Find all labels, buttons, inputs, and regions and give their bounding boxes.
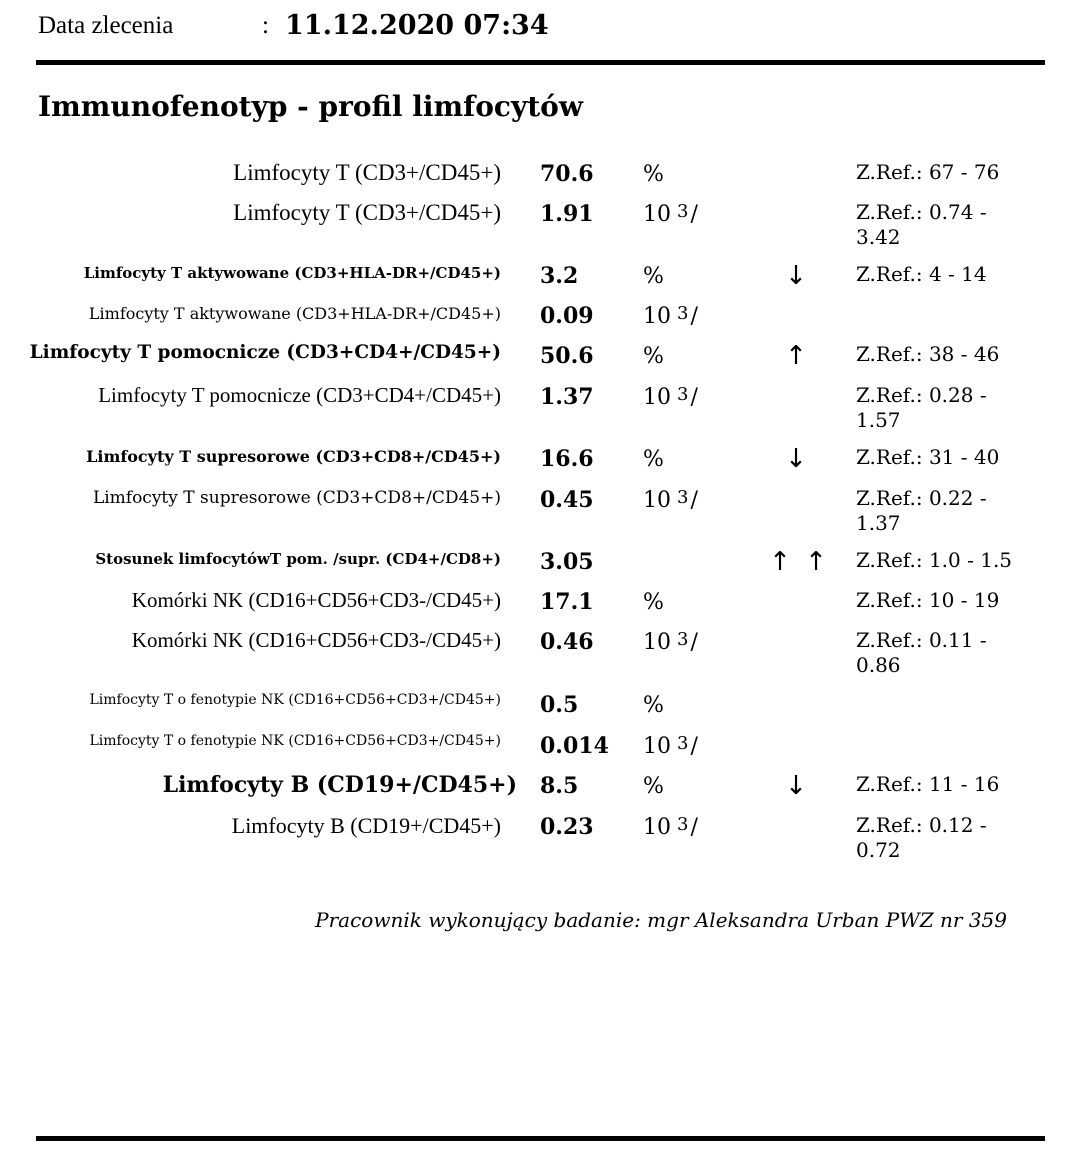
result-row <box>0 588 1080 628</box>
bottom-divider <box>36 1136 1045 1141</box>
unit-exponent: 3 <box>677 629 689 650</box>
reference-range: Z.Ref.: 31 - 40 <box>856 445 1000 469</box>
unit-suffix: / <box>690 488 698 513</box>
unit-exponent: 3 <box>677 303 689 324</box>
test-name: Limfocyty T (CD3+/CD45+) <box>233 200 501 225</box>
unit-exponent: 3 <box>677 384 689 405</box>
test-unit <box>643 304 698 329</box>
test-name: Limfocyty T o fenotypie NK (CD16+CD56+CD3+/CD45+) <box>89 692 501 708</box>
section-title: Immunofenotyp - profil limfocytów <box>38 90 583 123</box>
test-value: 70.6 <box>540 161 594 187</box>
unit-base: 10 <box>643 304 671 329</box>
test-unit: % <box>643 590 664 615</box>
test-name: Stosunek limfocytówT pom. /supr. (CD4+/CD8+) <box>95 550 501 568</box>
test-unit: % <box>643 693 664 718</box>
result-row <box>0 772 1080 812</box>
test-name: Limfocyty T o fenotypie NK (CD16+CD56+CD3+/CD45+) <box>89 733 501 749</box>
order-date-colon: : <box>262 12 269 39</box>
arrow-down-icon: ↓ <box>785 261 807 291</box>
arrow-up-icon: ↑ <box>805 547 827 577</box>
unit-suffix: / <box>690 304 698 329</box>
result-row <box>0 302 1080 342</box>
unit-base: 10 <box>643 385 671 410</box>
test-unit: % <box>643 162 664 187</box>
test-name: Limfocyty T supresorowe (CD3+CD8+/CD45+) <box>92 488 501 508</box>
test-value: 0.09 <box>540 303 594 329</box>
test-name: Limfocyty T aktywowane (CD3+HLA-DR+/CD45+) <box>83 264 501 282</box>
test-unit: % <box>643 264 664 289</box>
test-unit: % <box>643 774 664 799</box>
test-value: 17.1 <box>540 589 594 615</box>
test-value: 50.6 <box>540 343 594 369</box>
reference-range: Z.Ref.: 11 - 16 <box>856 772 1000 796</box>
test-unit <box>643 488 698 513</box>
test-name: Komórki NK (CD16+CD56+CD3-/CD45+) <box>131 628 501 652</box>
test-value: 0.5 <box>540 692 579 718</box>
order-date-label: Data zlecenia <box>38 12 174 39</box>
result-row <box>0 200 1080 249</box>
reference-range: Z.Ref.: 0.28 - 1.57 <box>856 383 987 432</box>
test-name: Limfocyty T pomocnicze (CD3+CD4+/CD45+) <box>98 383 501 407</box>
test-value: 0.23 <box>540 814 594 840</box>
test-value: 8.5 <box>540 773 579 799</box>
result-row <box>0 342 1080 382</box>
arrow-up-icon: ↑ <box>785 341 807 371</box>
test-name: Limfocyty T pomocnicze (CD3+CD4+/CD45+) <box>29 342 501 363</box>
unit-base: 10 <box>643 815 671 840</box>
test-unit <box>643 734 698 759</box>
unit-suffix: / <box>690 202 698 227</box>
test-unit <box>643 202 698 227</box>
unit-exponent: 3 <box>677 487 689 508</box>
unit-suffix: / <box>690 630 698 655</box>
reference-range: Z.Ref.: 67 - 76 <box>856 160 1000 184</box>
arrow-down-icon: ↓ <box>785 444 807 474</box>
result-row <box>0 628 1080 677</box>
test-name: Limfocyty T supresorowe (CD3+CD8+/CD45+) <box>86 447 501 466</box>
test-name: Limfocyty T (CD3+/CD45+) <box>233 160 501 185</box>
test-value: 0.46 <box>540 629 594 655</box>
unit-exponent: 3 <box>677 733 689 754</box>
unit-exponent: 3 <box>677 814 689 835</box>
test-unit <box>643 815 698 840</box>
order-date-value: 11.12.2020 07:34 <box>285 10 549 41</box>
reference-range: Z.Ref.: 0.11 - 0.86 <box>856 628 987 677</box>
top-divider <box>36 60 1045 65</box>
result-row <box>0 262 1080 302</box>
arrow-up-icon: ↑ <box>769 547 791 577</box>
unit-base: 10 <box>643 202 671 227</box>
result-row <box>0 548 1080 588</box>
performer-signature-line: Pracownik wykonujący badanie: mgr Aleksandra Urban PWZ nr 359 <box>315 908 1007 932</box>
test-value: 0.014 <box>540 733 609 759</box>
test-unit: % <box>643 344 664 369</box>
result-row <box>0 813 1080 862</box>
test-value: 1.91 <box>540 201 594 227</box>
reference-range: Z.Ref.: 4 - 14 <box>856 262 987 286</box>
reference-range: Z.Ref.: 0.74 - 3.42 <box>856 200 987 249</box>
test-unit <box>643 630 698 655</box>
test-unit <box>643 385 698 410</box>
reference-range: Z.Ref.: 38 - 46 <box>856 342 1000 366</box>
arrow-down-icon: ↓ <box>785 771 807 801</box>
test-name: Limfocyty B (CD19+/CD45+) <box>231 813 501 838</box>
test-unit: % <box>643 447 664 472</box>
test-name: Limfocyty T aktywowane (CD3+HLA-DR+/CD45+) <box>88 304 501 323</box>
reference-range: Z.Ref.: 0.12 - 0.72 <box>856 813 987 862</box>
unit-exponent: 3 <box>677 201 689 222</box>
test-value: 16.6 <box>540 446 594 472</box>
unit-base: 10 <box>643 734 671 759</box>
result-row <box>0 691 1080 731</box>
test-name: Limfocyty B (CD19+/CD45+) <box>162 772 517 798</box>
result-row <box>0 486 1080 535</box>
test-value: 3.05 <box>540 549 594 575</box>
result-row <box>0 732 1080 772</box>
test-value: 3.2 <box>540 263 579 289</box>
result-row <box>0 445 1080 485</box>
reference-range: Z.Ref.: 1.0 - 1.5 <box>856 548 1013 572</box>
unit-base: 10 <box>643 630 671 655</box>
reference-range: Z.Ref.: 10 - 19 <box>856 588 1000 612</box>
test-value: 0.45 <box>540 487 594 513</box>
test-name: Komórki NK (CD16+CD56+CD3-/CD45+) <box>131 588 501 612</box>
test-value: 1.37 <box>540 384 594 410</box>
result-row <box>0 383 1080 432</box>
unit-suffix: / <box>690 734 698 759</box>
reference-range: Z.Ref.: 0.22 - 1.37 <box>856 486 987 535</box>
unit-suffix: / <box>690 385 698 410</box>
unit-base: 10 <box>643 488 671 513</box>
unit-suffix: / <box>690 815 698 840</box>
result-row <box>0 160 1080 200</box>
